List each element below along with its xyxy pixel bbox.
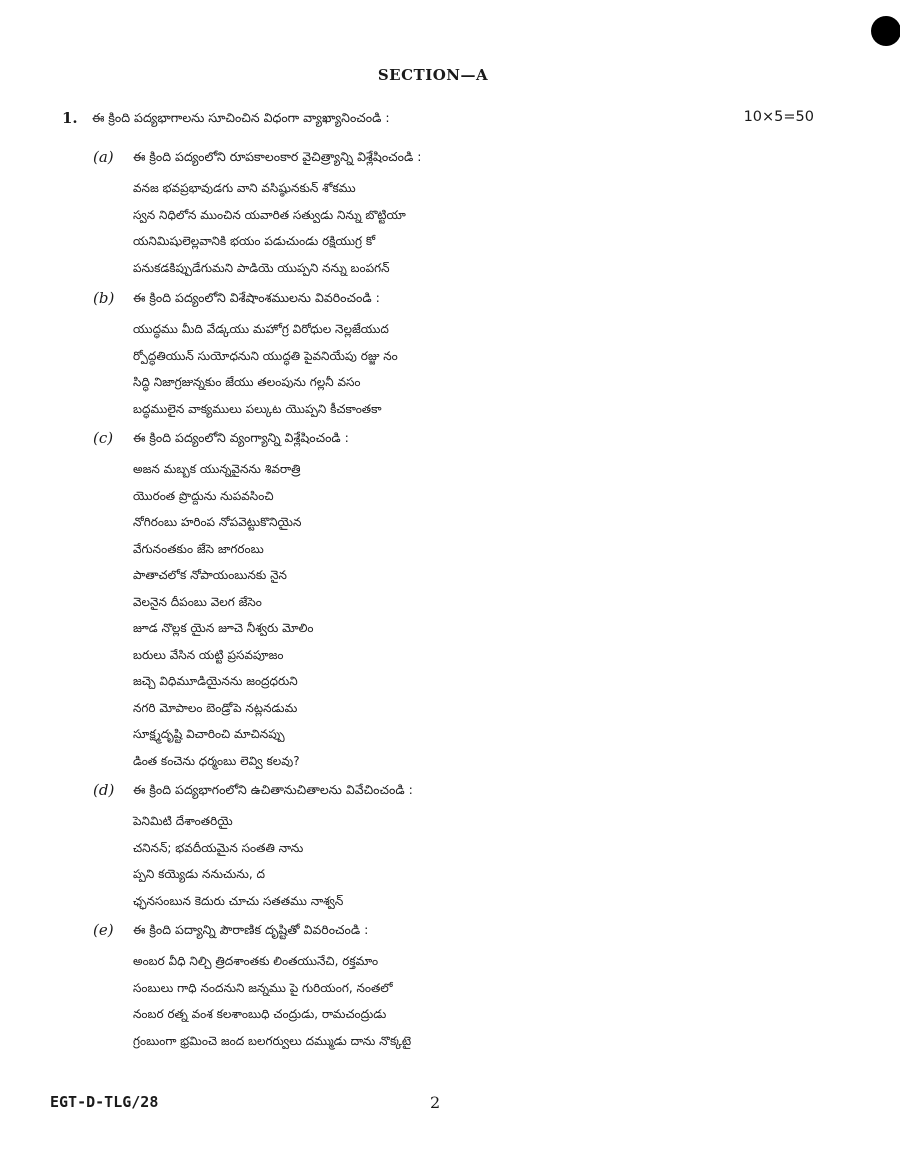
part-instruction: ఈ క్రింది పద్యంలోని వ్యంగ్యాన్ని విశ్లేషించండి : xyxy=(133,430,349,445)
question-header xyxy=(62,109,820,131)
poem-line: వనజ భవప్రభావుడగు వాని వసిష్ఠునకున్ శోకము xyxy=(133,181,356,195)
part-instruction: ఈ క్రింది పద్యంలోని రూపకాలంకార వైచిత్ర్యాన్ని విశ్లేషించండి : xyxy=(133,149,422,164)
part-instruction: ఈ క్రింది పద్యాన్ని పౌరాణిక దృష్టితో వివరించండి : xyxy=(133,922,369,937)
poem-line: సిద్ధి నిజాగ్రజున్నకుం జేయు తలంపును గల్లనీ వసం xyxy=(133,375,361,389)
question-number: 1. xyxy=(62,109,78,127)
poem-line: వెలనైన దీపంబు వెలగ జేసెం xyxy=(133,594,262,609)
paper-code: EGT-D-TLG/28 xyxy=(50,1093,159,1111)
poem-line: స్వన నిధిలోన ముంచిన యవారిత సత్వుడు నిన్ను బొట్టియా xyxy=(133,207,406,222)
binder-hole-mark xyxy=(871,16,900,46)
question-instruction: ఈ క్రింది పద్యభాగాలను సూచించిన విధంగా వ్యాఖ్యానించండి : xyxy=(92,110,390,125)
poem-line: చనినన్; భవదీయమైన సంతతి నాను xyxy=(133,840,304,855)
poem-lines xyxy=(133,808,343,914)
part-label: (e) xyxy=(93,921,114,939)
poem-line: అంబర వీధి నిల్చి త్రిదశాంతకు లింతయునేచి, రక్తమాం xyxy=(133,954,379,968)
part-label: (a) xyxy=(93,148,114,166)
poem-line: నగరి మోపాలం బెండ్రోపె నట్లనడుమ xyxy=(133,700,298,715)
poem-line: ర్పోద్ధతియున్ సుయోధనుని యుద్ధతి పైవనియేపు రజ్జు నం xyxy=(133,348,398,363)
part-label: (d) xyxy=(93,781,115,799)
poem-lines xyxy=(133,456,313,774)
question-marks: 10×5=50 xyxy=(743,109,814,125)
part-instruction: ఈ క్రింది పద్యభాగంలోని ఉచితానుచితాలను వివేచించండి : xyxy=(133,782,413,797)
poem-lines xyxy=(133,316,398,422)
poem-lines xyxy=(133,948,411,1054)
poem-line: యొరంత ప్రొద్దును నుపవసించి xyxy=(133,488,274,503)
page-number: 2 xyxy=(430,1093,441,1112)
part-instruction: ఈ క్రింది పద్యంలోని విశేషాంశములను వివరించండి : xyxy=(133,290,380,305)
poem-line: యుద్ధము మీది వేడ్కయు మహోగ్ర విరోధుల నెల్లజేయుద xyxy=(133,322,389,336)
poem-line: నోగిరంబు హరింప నోపవెట్టుకొనియైన xyxy=(133,515,302,529)
section-title: SECTION—A xyxy=(377,66,489,84)
poem-line: బద్ధములైన వాక్యములు పల్కుట యొప్పని కీచకాంతకా xyxy=(133,401,382,416)
poem-line: యనిమిషులెల్లవానికి భయం పడుచుండు రక్షియుగ్ర కో xyxy=(133,234,376,248)
poem-line: పాతాచలోక నోపాయంబునకు నైన xyxy=(133,568,287,582)
part-label: (c) xyxy=(93,429,114,447)
poem-line: డింత కంచెను ధర్మంబు లెవ్వి కలవు? xyxy=(133,753,300,768)
poem-line: సంబులు గాధి నందనుని జన్నము పై గురియంగ, నంతలో xyxy=(133,980,393,995)
poem-line: వేగునంతకుం జేసె జాగరంబు xyxy=(133,541,264,556)
part-label: (b) xyxy=(93,289,115,307)
poem-line: సూక్ష్మదృష్టి విచారించి మాచినప్పు xyxy=(133,727,285,741)
poem-line: అజన మబ్బక యున్నవైనను శివరాత్రి xyxy=(133,462,301,476)
poem-line: జూడ నొల్లక యైన జూచె నీశ్వరు మోలిం xyxy=(133,621,314,635)
poem-line: పెనిమిటి దేశాంతరియై xyxy=(133,814,233,828)
poem-line: జచ్చె విధిమూడియైనను జంద్రధరుని xyxy=(133,674,298,688)
poem-line: నంబర రత్న వంశ కలశాంబుధి చంద్రుడు, రామచంద్రుడు xyxy=(133,1007,387,1021)
poem-lines xyxy=(133,175,406,281)
poem-line: బరులు వేసిన యట్టి ప్రసవపూజం xyxy=(133,647,284,662)
poem-line: ప్పని కయ్యెడు ననుచును, ద xyxy=(133,867,265,881)
poem-line: ఛ్ఛనసంబున కెదురు చూచు సతతము నాశ్వన్ xyxy=(133,893,344,908)
poem-line: గ్రంబుంగా భ్రమించె జంద బలగర్వులు దమ్ముడు దాను నొక్కటై xyxy=(133,1033,412,1048)
poem-line: పనుకడకిప్పుడేగుమని పాడియె యుప్పని నన్ను బంపగన్ xyxy=(133,260,390,275)
